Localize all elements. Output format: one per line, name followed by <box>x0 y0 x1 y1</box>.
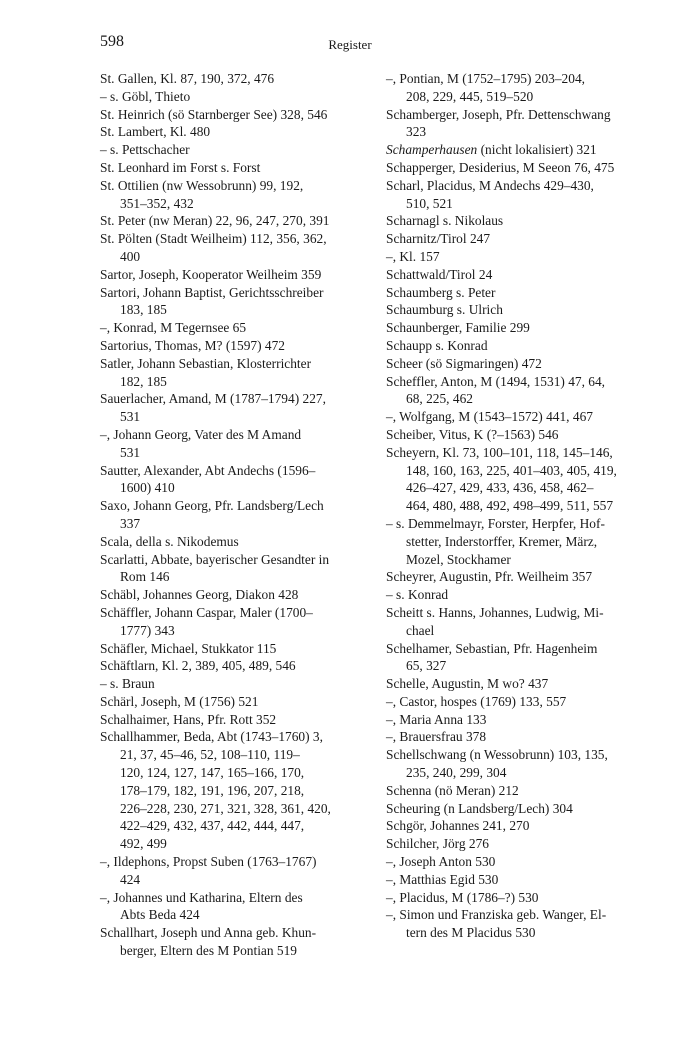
index-entry-continuation: 178–179, 182, 191, 196, 207, 218, <box>120 782 305 798</box>
index-entry-continuation: 464, 480, 488, 492, 498–499, 511, 557 <box>406 498 614 514</box>
index-entry <box>386 728 650 746</box>
index-entry <box>386 230 650 248</box>
index-entry-continuation: 21, 37, 45–46, 52, 108–110, 119– <box>120 747 300 763</box>
index-entry-line: Scharl, Placidus, M Andechs 429–430, <box>386 177 594 193</box>
index-entry <box>100 889 362 925</box>
index-entry <box>100 551 362 587</box>
index-entry-continuation: 208, 229, 445, 519–520 <box>406 88 534 104</box>
index-entry-line: – s. Demmelmayr, Forster, Herpfer, Hof- <box>386 515 605 531</box>
index-entry-line: –, Ildephons, Propst Suben (1763–1767) <box>100 854 317 870</box>
index-entry-line: St. Heinrich (sö Starnberger See) 328, 546 <box>100 106 328 122</box>
index-entry-line: Scheer (sö Sigmaringen) 472 <box>386 355 542 371</box>
index-entry-continuation: 337 <box>120 515 141 531</box>
index-entry-line: Scarlatti, Abbate, bayerischer Gesandter in <box>100 551 330 567</box>
index-entry-line: Schapperger, Desiderius, M Seeon 76, 475 <box>386 159 615 175</box>
index-entry-line: St. Lambert, Kl. 480 <box>100 124 211 140</box>
index-entry-line: –, Castor, hospes (1769) 133, 557 <box>386 693 567 709</box>
index-entry-continuation: 426–427, 429, 433, 436, 458, 462– <box>406 480 594 496</box>
index-entry-line: Sartor, Joseph, Kooperator Weilheim 359 <box>100 266 322 282</box>
index-entry-line: Scheffler, Anton, M (1494, 1531) 47, 64, <box>386 373 606 389</box>
index-entry <box>386 906 650 942</box>
index-entry <box>386 248 650 266</box>
index-entry-continuation: 422–429, 432, 437, 442, 444, 447, <box>120 818 305 834</box>
index-entry-continuation: 323 <box>406 124 427 140</box>
index-entry <box>100 319 362 337</box>
index-entry-continuation: stetter, Inderstorffer, Kremer, März, <box>406 533 598 549</box>
index-entry <box>100 230 362 266</box>
index-entry-line: Schilcher, Jörg 276 <box>386 836 489 852</box>
index-entry <box>386 284 650 302</box>
index-entry-continuation: chael <box>406 622 435 638</box>
right-index-column <box>386 70 650 942</box>
index-entry-line: St. Leonhard im Forst s. Forst <box>100 159 261 175</box>
index-entry-line: –, Joseph Anton 530 <box>386 854 496 870</box>
index-entry <box>100 337 362 355</box>
index-entry <box>386 800 650 818</box>
index-entry-continuation: 120, 124, 127, 147, 165–166, 170, <box>120 765 305 781</box>
index-entry-line: –, Simon und Franziska geb. Wanger, El- <box>386 907 607 923</box>
index-entry-continuation: 424 <box>120 871 141 887</box>
index-entry <box>100 159 362 177</box>
index-entry <box>386 782 650 800</box>
index-entry-line: –, Placidus, M (1786–?) 530 <box>386 889 539 905</box>
index-entry-line: –, Brauersfrau 378 <box>386 729 487 745</box>
index-entry-continuation: tern des M Placidus 530 <box>406 925 536 941</box>
index-entry-line: Schattwald/Tirol 24 <box>386 266 493 282</box>
index-entry-continuation: 531 <box>120 409 141 425</box>
index-entry <box>100 123 362 141</box>
index-entry-continuation: 65, 327 <box>406 658 447 674</box>
index-entry <box>386 337 650 355</box>
index-entry-continuation: 226–228, 230, 271, 321, 328, 361, 420, <box>120 800 331 816</box>
index-entry-line: Schenna (nö Meran) 212 <box>386 782 519 798</box>
index-entry <box>100 604 362 640</box>
index-entry <box>100 711 362 729</box>
index-entry <box>386 817 650 835</box>
index-entry <box>100 106 362 124</box>
index-entry <box>100 70 362 88</box>
index-entry <box>386 640 650 676</box>
index-entry-continuation: 183, 185 <box>120 302 167 318</box>
index-entry <box>100 657 362 675</box>
index-entry <box>386 871 650 889</box>
index-entry-line: –, Johannes und Katharina, Eltern des <box>100 889 303 905</box>
index-entry-line: Scharnitz/Tirol 247 <box>386 231 491 247</box>
index-entry <box>100 533 362 551</box>
index-entry-line: – s. Göbl, Thieto <box>100 88 191 104</box>
index-entry-line: Schamperhausen (nicht lokalisiert) 321 <box>386 142 597 158</box>
index-entry <box>386 889 650 907</box>
index-entry-line: Saxo, Johann Georg, Pfr. Landsberg/Lech <box>100 498 324 514</box>
index-entry-continuation: 182, 185 <box>120 373 167 389</box>
index-entry <box>100 675 362 693</box>
index-entry <box>100 924 362 960</box>
index-entry-line: Sautter, Alexander, Abt Andechs (1596– <box>100 462 316 478</box>
index-entry <box>386 141 650 159</box>
index-entry <box>386 159 650 177</box>
index-entry-line: Schallhammer, Beda, Abt (1743–1760) 3, <box>100 729 323 745</box>
index-entry-continuation: 351–352, 432 <box>120 195 194 211</box>
index-entry <box>100 141 362 159</box>
index-entry-line: Schaumburg s. Ulrich <box>386 302 503 318</box>
index-entry-line: Schaupp s. Konrad <box>386 337 488 353</box>
index-entry-line: –, Matthias Egid 530 <box>386 871 499 887</box>
index-entry <box>386 355 650 373</box>
index-entry <box>386 212 650 230</box>
index-entry <box>386 604 650 640</box>
index-entry-continuation: Mozel, Stockhamer <box>406 551 511 567</box>
index-entry-line: Scheyern, Kl. 73, 100–101, 118, 145–146, <box>386 444 613 460</box>
index-entry <box>386 444 650 515</box>
index-entry <box>100 640 362 658</box>
index-entry-line: Sartori, Johann Baptist, Gerichtsschreiber <box>100 284 324 300</box>
index-entry <box>386 711 650 729</box>
index-entry <box>386 853 650 871</box>
index-entry-line: –, Konrad, M Tegernsee 65 <box>100 320 247 336</box>
index-entry <box>100 462 362 498</box>
index-entry-line: Schelle, Augustin, M wo? 437 <box>386 676 549 692</box>
index-entry <box>100 586 362 604</box>
index-entry <box>386 586 650 604</box>
index-entry-line: Schaumberg s. Peter <box>386 284 496 300</box>
index-entry-line: –, Maria Anna 133 <box>386 711 487 727</box>
index-entry-line: Schamberger, Joseph, Pfr. Dettenschwang <box>386 106 611 122</box>
index-entry <box>100 355 362 391</box>
index-entry-line: –, Wolfgang, M (1543–1572) 441, 467 <box>386 409 593 425</box>
index-entry <box>386 266 650 284</box>
index-entry-line: Schallhart, Joseph und Anna geb. Khun- <box>100 925 317 941</box>
index-entry-line: – s. Pettschacher <box>100 142 190 158</box>
index-entry <box>100 390 362 426</box>
index-entry-continuation: berger, Eltern des M Pontian 519 <box>120 943 297 959</box>
index-entry <box>386 301 650 319</box>
left-index-column <box>100 70 362 960</box>
index-entry <box>386 746 650 782</box>
index-entry-line: –, Kl. 157 <box>386 248 440 264</box>
index-entry <box>386 568 650 586</box>
index-entry-line: – s. Konrad <box>386 587 449 603</box>
index-entry-line: Schäftlarn, Kl. 2, 389, 405, 489, 546 <box>100 658 296 674</box>
index-entry-line: Schäbl, Johannes Georg, Diakon 428 <box>100 587 299 603</box>
index-entry-continuation: 1600) 410 <box>120 480 175 496</box>
index-entry-line: Schelhamer, Sebastian, Pfr. Hagenheim <box>386 640 598 656</box>
index-entry-line: Schalhaimer, Hans, Pfr. Rott 352 <box>100 711 277 727</box>
index-entry-continuation: 148, 160, 163, 225, 401–403, 405, 419, <box>406 462 617 478</box>
index-entry-line: Schgör, Johannes 241, 270 <box>386 818 530 834</box>
index-entry <box>100 853 362 889</box>
index-entry-line: Satler, Johann Sebastian, Klosterrichter <box>100 355 312 371</box>
index-entry-continuation: 492, 499 <box>120 836 167 852</box>
index-entry <box>100 212 362 230</box>
index-entry-continuation: 235, 240, 299, 304 <box>406 765 507 781</box>
index-entry <box>100 88 362 106</box>
index-entry <box>100 497 362 533</box>
index-entry <box>386 835 650 853</box>
index-entry-line: Schellschwang (n Wessobrunn) 103, 135, <box>386 747 608 763</box>
index-entry-line: St. Pölten (Stadt Weilheim) 112, 356, 362, <box>100 231 327 247</box>
index-entry-line: St. Peter (nw Meran) 22, 96, 247, 270, 391 <box>100 213 330 229</box>
index-entry-continuation: 400 <box>120 248 141 264</box>
index-entry <box>386 515 650 568</box>
index-entry <box>100 177 362 213</box>
index-entry-line: St. Gallen, Kl. 87, 190, 372, 476 <box>100 71 275 86</box>
index-entry <box>386 319 650 337</box>
index-entry-line: Sauerlacher, Amand, M (1787–1794) 227, <box>100 391 326 407</box>
index-entry-line: Schäfler, Michael, Stukkator 115 <box>100 640 277 656</box>
index-entry-line: Scharnagl s. Nikolaus <box>386 213 504 229</box>
index-entry <box>386 106 650 142</box>
index-entry <box>386 675 650 693</box>
running-head: Register <box>328 37 372 52</box>
index-entry-line: Scheuring (n Landsberg/Lech) 304 <box>386 800 573 816</box>
index-entry-line: Scheyrer, Augustin, Pfr. Weilheim 357 <box>386 569 593 585</box>
page-number: 598 <box>100 33 124 50</box>
index-entry-line: Scheiber, Vitus, K (?–1563) 546 <box>386 426 559 442</box>
index-entry-line: Schärl, Joseph, M (1756) 521 <box>100 693 259 709</box>
index-entry-continuation: 531 <box>120 444 141 460</box>
index-entry-line: Schaunberger, Familie 299 <box>386 320 530 336</box>
index-entry <box>100 426 362 462</box>
index-entry <box>386 70 650 106</box>
index-entry-line: Sartorius, Thomas, M? (1597) 472 <box>100 337 285 353</box>
index-entry-continuation: Abts Beda 424 <box>120 907 200 923</box>
index-entry <box>100 728 362 853</box>
index-entry <box>100 693 362 711</box>
index-entry <box>386 177 650 213</box>
index-entry-continuation: 1777) 343 <box>120 622 175 638</box>
index-entry <box>386 408 650 426</box>
index-entry <box>386 693 650 711</box>
index-entry <box>386 426 650 444</box>
index-entry <box>100 284 362 320</box>
index-entry <box>100 266 362 284</box>
index-entry <box>386 373 650 409</box>
index-entry-line: Scheitt s. Hanns, Johannes, Ludwig, Mi- <box>386 604 604 620</box>
index-entry-continuation: 68, 225, 462 <box>406 391 473 407</box>
index-entry-line: – s. Braun <box>100 676 155 692</box>
index-entry-line: –, Pontian, M (1752–1795) 203–204, <box>386 71 585 86</box>
index-entry-line: Schäffler, Johann Caspar, Maler (1700– <box>100 604 313 620</box>
index-entry-continuation: 510, 521 <box>406 195 453 211</box>
index-entry-line: St. Ottilien (nw Wessobrunn) 99, 192, <box>100 177 304 193</box>
index-entry-line: Scala, della s. Nikodemus <box>100 533 239 549</box>
index-entry-continuation: Rom 146 <box>120 569 170 585</box>
index-entry-line: –, Johann Georg, Vater des M Amand <box>100 426 302 442</box>
